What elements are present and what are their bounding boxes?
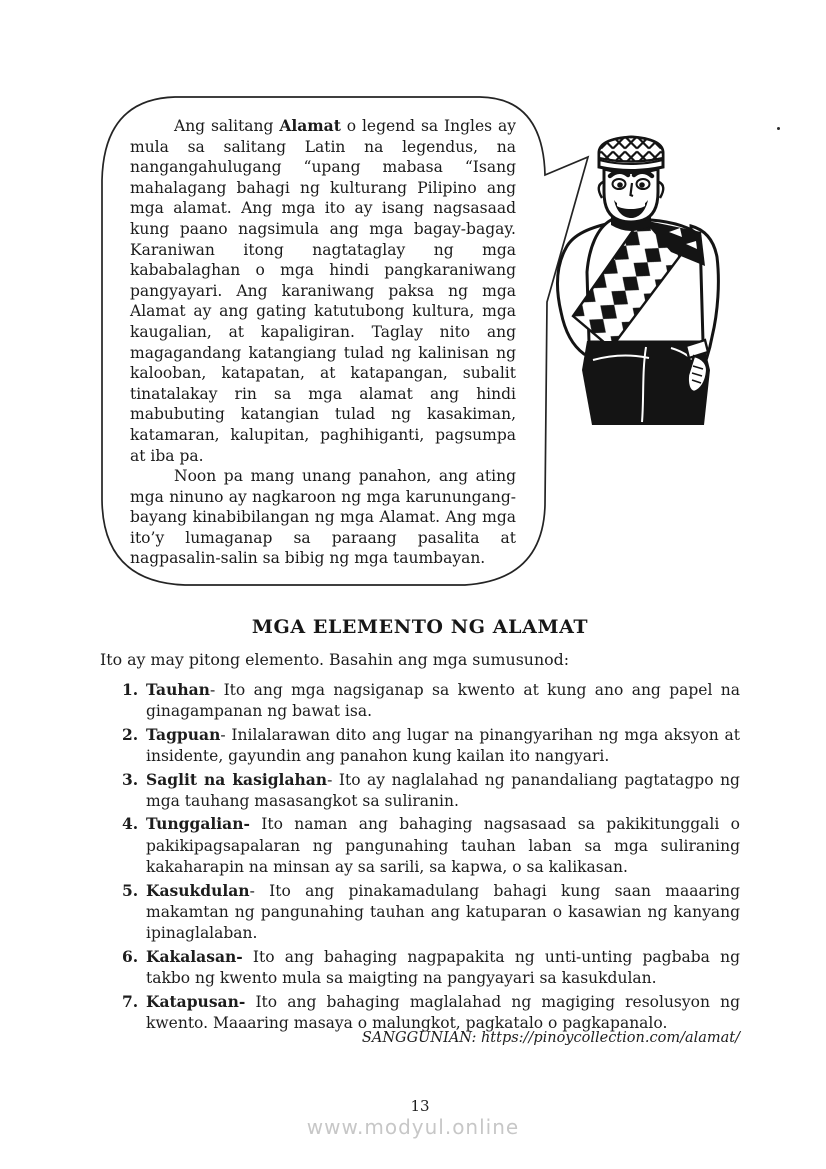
list-item: [122, 946, 740, 990]
section-intro: Ito ay may pitong elemento. Basahin ang mga sumusunod:: [100, 650, 570, 669]
bubble-paragraph-2: Noon pa mang unang panahon, ang ating mga ninuno ay nagkaroon ng mga karunungang-bayang kinabibilangan ng mga Alamat. Ang mga ito’y lumaganap sa paraang pasalita at nagpasalin-salin sa bibig ng mga taumbayan.: [130, 467, 516, 568]
list-item-term: Tunggalian-: [146, 814, 250, 834]
list-item-sep: -: [209, 681, 224, 699]
speech-bubble-text: [130, 116, 516, 569]
list-item-sep: [250, 815, 261, 833]
list-item: [122, 679, 741, 723]
ink-dot: [777, 127, 780, 130]
list-item: [122, 880, 740, 945]
bubble-p1-rest: o legend sa Ingles ay mula sa salitang Latin na legendus, na nangangahulugang “upang mabasa “Isang mahalagang bahagi ng kulturang Pilipino ang mga alamat. Ang mga ito ay isang nagsasaad kung paano nagsimula ang mga bagay-bagay. Karaniwan itong nagtataglay ng mga kababalaghan o mga hindi pangkaraniwang pangyayari. Ang karaniwang paksa ng mga Alamat ay ang gating katutubong kultura, mga kaugalian, at kapaligiran. Taglay nito ang magagandang katangiang tulad ng kalinisan ng kalooban, katapatan, at katapangan, subalit tinatalakay rin sa mga alamat ang hindi mabubuting katangian tulad ng kasakiman, katamaran, kalupitan, paghihiganti, pagsumpa at iba pa.: [130, 117, 517, 465]
list-item-number: 1.: [122, 680, 139, 699]
list-item-desc: Ito naman ang bahaging nagsasaad sa pakikitunggali o pakikipagsapalaran ng pangunahing tauhan laban sa mga suliraning kakaharapin na minsan ay sa sarili, sa kapwa, o sa kalikasan.: [146, 815, 740, 877]
element-list: [122, 679, 741, 1036]
list-item-sep: -: [327, 770, 339, 789]
watermark: www.modyul.online: [306, 1115, 520, 1139]
list-item-term: Kasukdulan: [146, 880, 250, 900]
bubble-p1-start: Ang salitang: [174, 117, 280, 135]
list-item-number: 7.: [122, 991, 139, 1011]
list-item: [122, 769, 740, 813]
list-item-number: 4.: [122, 814, 139, 834]
list-item-desc: Ito ay naglalahad ng panandaliang pagtatagpo ng mga tauhang masasangkot sa suliranin.: [146, 770, 740, 811]
list-item-sep: [243, 948, 253, 966]
bubble-paragraph-1: [130, 116, 516, 466]
list-item-desc: Ito ang bahaging maglalahad ng magiging resolusyon ng kwento. Maaaring masaya o malungkot, pagkatalo o pagkapanalo.: [146, 992, 740, 1033]
list-item-term: Katapusan-: [146, 991, 246, 1011]
list-item-desc: Inilalarawan dito ang lugar na pinangyarihan ng mga aksyon at insidente, gayundin ang panahon kung kailan ito nangyari.: [146, 725, 740, 766]
list-item: [122, 724, 740, 768]
man-illustration: [553, 120, 781, 432]
section-title: MGA ELEMENTO NG ALAMAT: [251, 616, 589, 638]
source-citation: SANGGUNIAN: https://pinoycollection.com/alamat/: [361, 1030, 740, 1046]
list-item: [122, 991, 740, 1035]
list-item-number: 6.: [122, 946, 139, 966]
list-item-term: Saglit na kasiglahan: [146, 769, 328, 789]
list-item-number: 5.: [122, 880, 139, 900]
list-item-sep: -: [249, 881, 270, 900]
page-number: 13: [410, 1097, 430, 1115]
list-item-term: Kakalasan-: [146, 946, 243, 966]
list-item-term: Tagpuan: [146, 724, 221, 744]
list-item-sep: -: [220, 725, 232, 744]
list-item-term: Tauhan: [146, 680, 210, 699]
list-item-desc: Ito ang bahaging nagpapakita ng unti-unting pagbaba ng takbo ng kwento mula sa maigting na pangyayari sa kasukdulan.: [146, 947, 740, 988]
list-item-number: 2.: [122, 724, 139, 744]
list-item-sep: [245, 993, 255, 1011]
bubble-p1-bold-word: Alamat: [279, 116, 341, 135]
list-item-desc: Ito ang mga nagsiganap sa kwento at kung ano ang papel na ginagampanan ng bawat isa.: [146, 681, 741, 721]
list-item-number: 3.: [122, 769, 139, 789]
list-item-desc: Ito ang pinakamadulang bahagi kung saan maaaring makamtan ng pangunahing tauhan ang katuparan o kasawian ng kanyang ipinaglalaban.: [146, 881, 740, 943]
list-item: [122, 813, 740, 878]
